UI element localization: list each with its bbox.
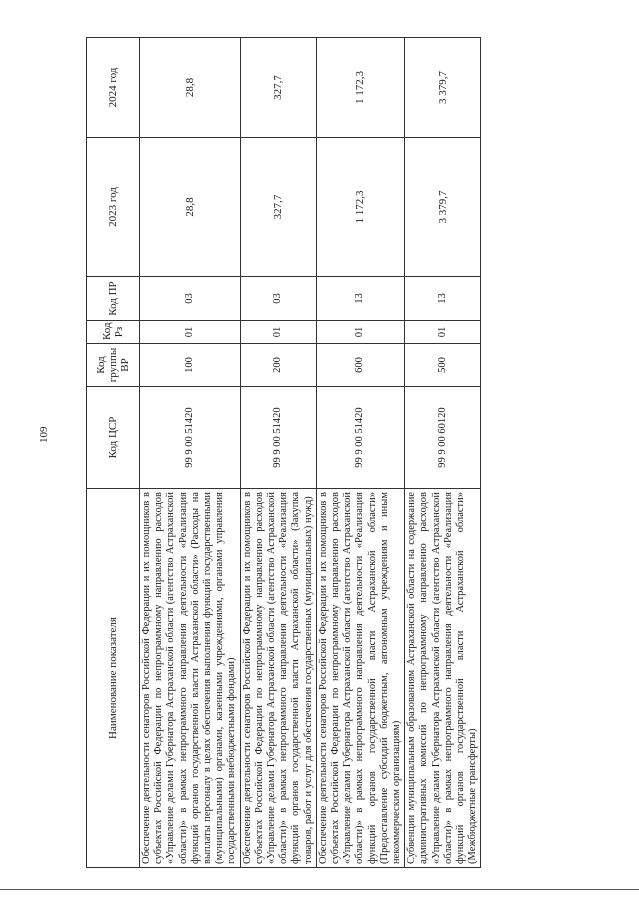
row-pr: 03 — [140, 277, 241, 321]
row-pr: 13 — [316, 277, 404, 321]
table-row — [405, 38, 481, 868]
row-name: Обеспечение деятельности сенаторов Российской Федерации и их помощников в субъектах Российской Федерации по непрограммному направлению расходов «Управление делами Губернатора Астраханской области (агентство Астраханской области)» в рамках непрограммного направления деятельности «Реализация функций органов государственной власти Астраханской области» (Закупка товаров, работ и услуг для обеспечения государственных (муниципальных) нужд) — [240, 489, 316, 868]
table-header-row — [87, 38, 140, 868]
table-row — [240, 38, 316, 868]
row-name: Обеспечение деятельности сенаторов Российской Федерации и их помощников в субъектах Российской Федерации по непрограммному направлению расходов «Управление делами Губернатора Астраханской области (агентство Астраханской области)» в рамках непрограммного направления деятельности «Реализация функций органов государственной власти Астраханской области» (Предоставление субсидий бюджетным, автономным учреждениям и иным некоммерческим организациям) — [316, 489, 404, 868]
row-2023: 28,8 — [140, 138, 241, 277]
row-vr: 500 — [405, 344, 481, 387]
bottom-divider — [0, 889, 639, 890]
row-2024: 1 172,3 — [316, 38, 404, 138]
row-csr: 99 9 00 51420 — [240, 387, 316, 489]
table-row — [140, 38, 241, 868]
row-rz: 01 — [140, 321, 241, 344]
row-csr: 99 9 00 51420 — [316, 387, 404, 489]
row-2024: 28,8 — [140, 38, 241, 138]
header-csr: Код ЦСР — [87, 387, 140, 489]
budget-table-rotated — [86, 38, 481, 868]
row-2023: 327,7 — [240, 138, 316, 277]
row-2024: 327,7 — [240, 38, 316, 138]
row-rz: 01 — [405, 321, 481, 344]
header-pr: Код ПР — [87, 277, 140, 321]
row-2023: 1 172,3 — [316, 138, 404, 277]
page-number: 109 — [38, 426, 50, 443]
row-pr: 03 — [240, 277, 316, 321]
header-2023: 2023 год — [87, 138, 140, 277]
header-rz: Код Рз — [87, 321, 140, 344]
row-vr: 600 — [316, 344, 404, 387]
row-csr: 99 9 00 51420 — [140, 387, 241, 489]
table-row — [316, 38, 404, 868]
row-name: Субвенции муниципальным образованиям Астраханской области на содержание административных комиссий по непрограммному направлению расходов «Управление делами Губернатора Астраханской области (агентство Астраханской области)» в рамках непрограммного направления деятельности «Реализация функций органов государственной власти Астраханской области» (Межбюджетные трансферты) — [405, 489, 481, 868]
row-2024: 3 379,7 — [405, 38, 481, 138]
header-2024: 2024 год — [87, 38, 140, 138]
row-rz: 01 — [316, 321, 404, 344]
row-vr: 200 — [240, 344, 316, 387]
row-rz: 01 — [240, 321, 316, 344]
row-pr: 13 — [405, 277, 481, 321]
row-vr: 100 — [140, 344, 241, 387]
row-name: Обеспечение деятельности сенаторов Российской Федерации и их помощников в субъектах Российской Федерации по непрограммному направлению расходов «Управление делами Губернатора Астраханской области (агентство Астраханской области)» в рамках непрограммного направления деятельности «Реализация функций органов государственной власти Астраханской области» (Расходы на выплаты персоналу в целях обеспечения выполнения функций государственными (муниципальными) органами, казенными учреждениями, органами управления государственными внебюджетными фондами) — [140, 489, 241, 868]
header-name: Наименование показателя — [87, 489, 140, 868]
row-csr: 99 9 00 60120 — [405, 387, 481, 489]
header-vr: Код группы ВР — [87, 344, 140, 387]
budget-table — [86, 37, 481, 868]
row-2023: 3 379,7 — [405, 138, 481, 277]
